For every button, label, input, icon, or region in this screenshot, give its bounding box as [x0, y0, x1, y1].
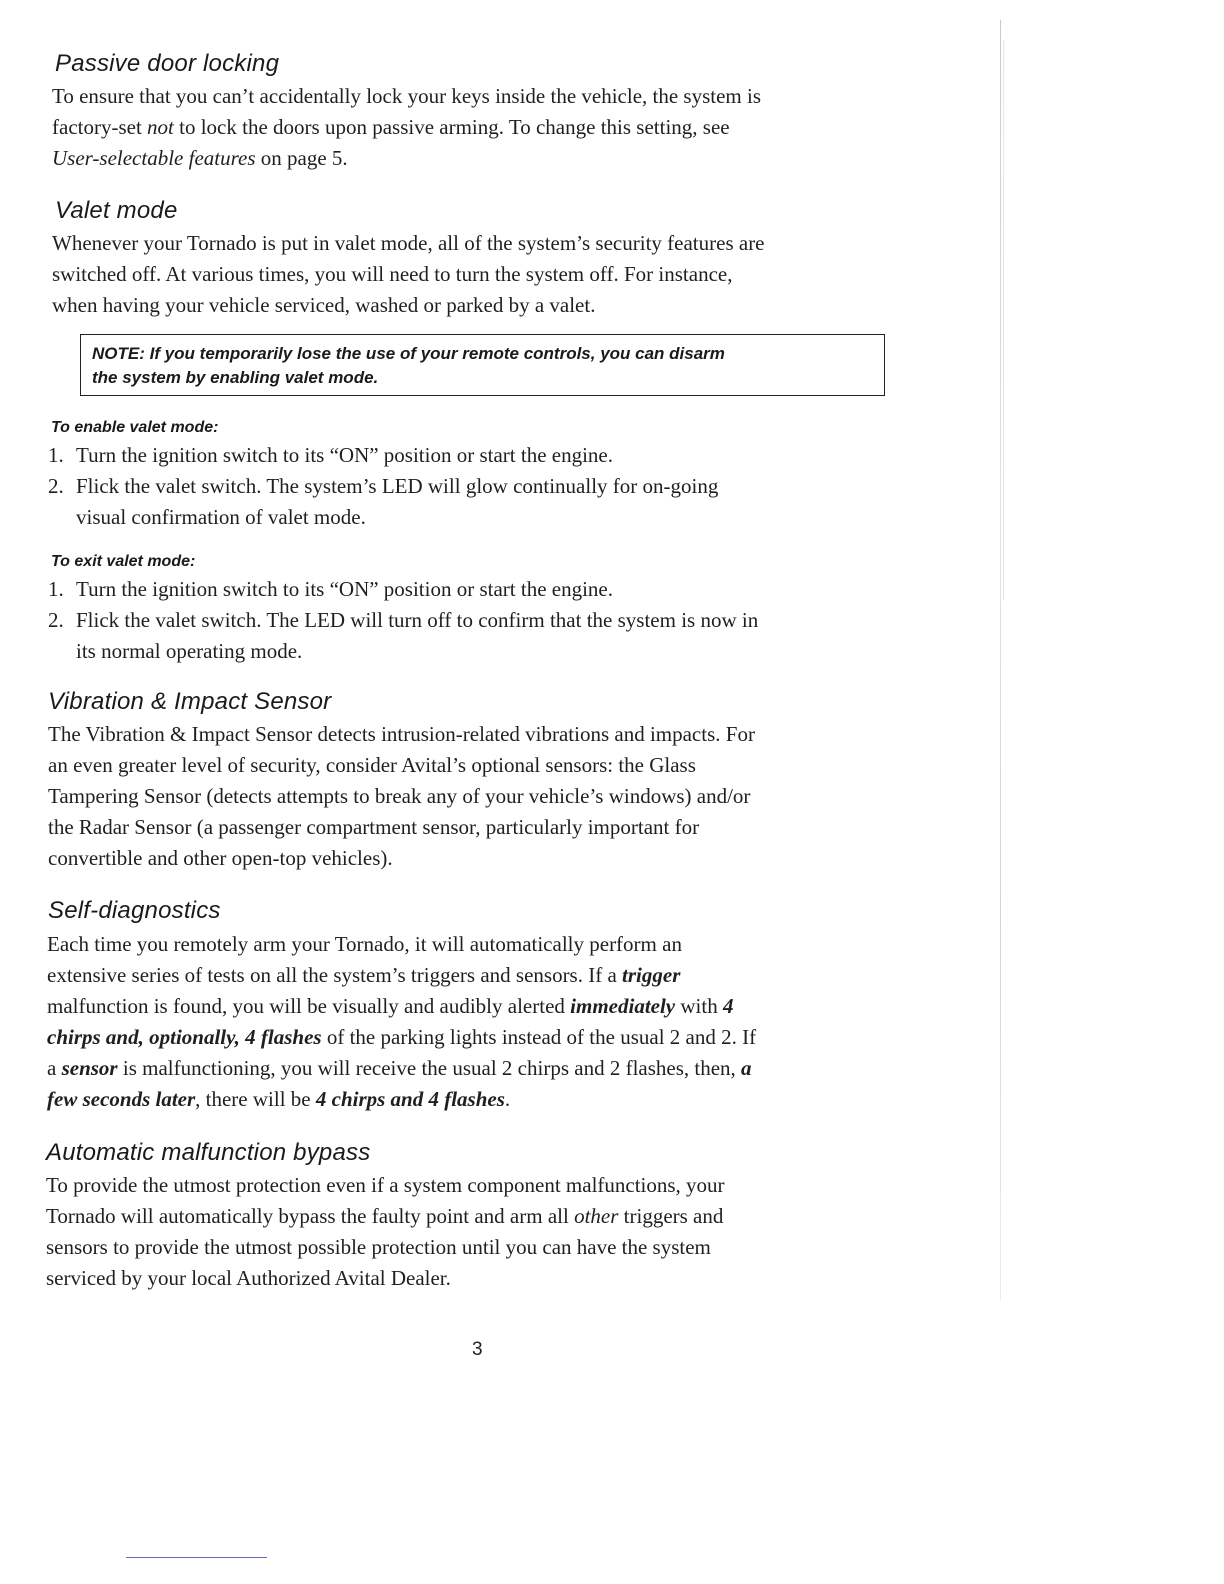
list-exit-valet — [48, 574, 758, 667]
heading-self-diagnostics: Self-diagnostics — [48, 897, 221, 924]
paragraph-vibration-impact-sensor — [48, 719, 755, 874]
paragraph-valet-mode — [52, 228, 765, 321]
list-item: 1. Turn the ignition switch to its “ON” position or start the engine. — [48, 443, 614, 467]
text-line: chirps and, optionally, 4 flashes of the parking lights instead of the usual 2 and 2. If — [47, 1025, 757, 1049]
paragraph-passive-door-locking — [52, 81, 761, 174]
heading-vibration-impact-sensor: Vibration & Impact Sensor — [48, 688, 332, 715]
cross-reference: User-selectable features — [52, 146, 256, 170]
paragraph-self-diagnostics — [47, 929, 756, 1115]
text-line: an even greater level of security, consider Avital’s optional sensors: the Glass — [48, 753, 696, 777]
paragraph-automatic-malfunction-bypass — [46, 1170, 725, 1294]
text-line: convertible and other open-top vehicles). — [48, 846, 393, 870]
list-item: 2. Flick the valet switch. The system’s LED will glow continually for on-going visual confirmation of valet mode. — [48, 474, 719, 529]
text-line: Each time you remotely arm your Tornado, it will automatically perform an — [47, 932, 682, 956]
scan-edge-line — [1000, 20, 1001, 1300]
text-line: when having your vehicle serviced, washed or parked by a valet. — [52, 293, 596, 317]
list-item: 1. Turn the ignition switch to its “ON” position or start the engine. — [48, 577, 614, 601]
note-line: NOTE: If you temporarily lose the use of your remote controls, you can disarm — [92, 344, 725, 363]
list-enable-valet — [48, 440, 718, 533]
text-line: a sensor is malfunctioning, you will receive the usual 2 chirps and 2 flashes, then, a — [47, 1056, 752, 1080]
text-line: extensive series of tests on all the system’s triggers and sensors. If a trigger — [47, 963, 681, 987]
text-line: To provide the utmost protection even if a system component malfunctions, your — [46, 1173, 725, 1197]
note-line: the system by enabling valet mode. — [92, 368, 379, 387]
list-item: 2. Flick the valet switch. The LED will turn off to confirm that the system is now in its normal operating mode. — [48, 608, 759, 663]
page-number: 3 — [472, 1339, 483, 1360]
heading-valet-mode: Valet mode — [55, 197, 178, 224]
text-line: Whenever your Tornado is put in valet mode, all of the system’s security features are — [52, 231, 765, 255]
text-line: switched off. At various times, you will need to turn the system off. For instance, — [52, 262, 733, 286]
text-line: User-selectable features on page 5. — [52, 146, 348, 170]
text-line: malfunction is found, you will be visually and audibly alerted immediately with 4 — [47, 994, 734, 1018]
text-line: Tampering Sensor (detects attempts to break any of your vehicle’s windows) and/or — [48, 784, 751, 808]
text-line: sensors to provide the utmost possible protection until you can have the system — [46, 1235, 711, 1259]
subheading-exit-valet: To exit valet mode: — [51, 553, 196, 570]
text-line: the Radar Sensor (a passenger compartment sensor, particularly important for — [48, 815, 700, 839]
heading-automatic-malfunction-bypass: Automatic malfunction bypass — [46, 1139, 371, 1166]
text-line: Tornado will automatically bypass the faulty point and arm all other triggers and — [46, 1204, 724, 1228]
text-line: To ensure that you can’t accidentally lock your keys inside the vehicle, the system is — [52, 84, 762, 108]
bottom-rule — [126, 1557, 267, 1558]
text-line: serviced by your local Authorized Avital Dealer. — [46, 1266, 451, 1290]
text-line: factory-set not to lock the doors upon passive arming. To change this setting, see — [52, 115, 730, 139]
text-line: The Vibration & Impact Sensor detects intrusion-related vibrations and impacts. For — [48, 722, 755, 746]
heading-passive-door-locking: Passive door locking — [55, 50, 280, 77]
subheading-enable-valet: To enable valet mode: — [51, 419, 219, 436]
note-box — [80, 334, 885, 396]
text-line: few seconds later, there will be 4 chirps and 4 flashes. — [47, 1087, 511, 1111]
scan-edge-line-faint — [1003, 40, 1004, 600]
